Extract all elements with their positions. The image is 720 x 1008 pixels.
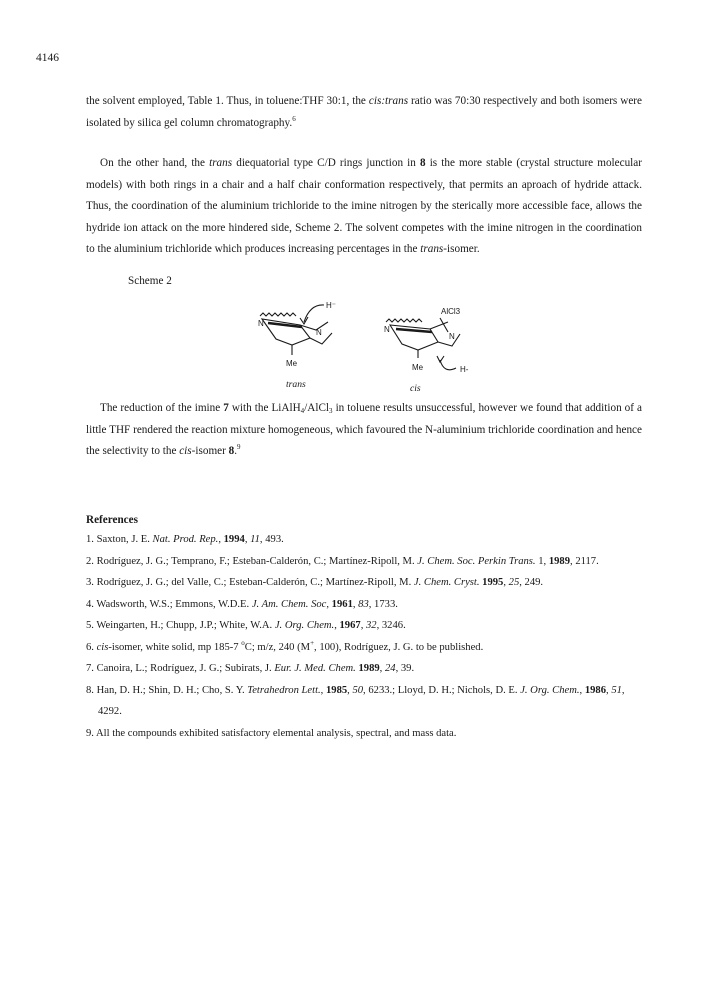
reference-item: 5. Weingarten, H.; Chupp, J.P.; White, W.A. J. Org. Chem., 1967, 32, 3246. [86,620,406,631]
scheme-title: Scheme 2 [128,275,172,287]
paragraph-1: the solvent employed, Table 1. Thus, in toluene:THF 30:1, the cis:trans ratio was 70:30 respectively and both isomers were isolated by silica gel column chromatography.$^6$ [86,95,642,129]
reference-item: 8. Han, D. H.; Shin, D. H.; Cho, S. Y. Tetrahedron Lett., 1985, 50, 6233.; Lloyd, D. H.; Nichols, D. E. J. Org. Chem., 1986, 51, 4292. [86,684,625,717]
caption-trans: trans [286,379,306,390]
cis-me-label: Me [412,363,424,372]
reference-item: 1. Saxton, J. E. Nat. Prod. Rep., 1994, 11, 493. [86,534,284,545]
reference-item: 4. Wadsworth, W.S.; Emmons, W.D.E. J. Am. Chem. Soc, 1961, 83, 1733. [86,598,398,610]
cis-n-label: N [384,325,390,334]
trans-me-label: Me [286,359,298,368]
reference-item: 6. cis-isomer, white solid, mp 185-7 $^o$C; m/z, 240 (M+, 100), Rodríguez, J. G. to be published. [86,638,484,653]
scheme-2-diagram [244,292,504,387]
reference-list [86,529,646,744]
reference-item: 3. Rodríguez, J. G.; del Valle, C.; Esteban-Calderón, C.; Martínez-Ripoll, M. J. Chem. Cryst. 1995, 25, 249. [86,577,544,588]
caption-cis: cis [410,383,421,394]
references-heading: References [86,514,138,526]
reference-item: 9. All the compounds exhibited satisfactory elemental analysis, spectral, and mass data. [86,727,457,739]
reference-item: 2. Rodríguez, J. G.; Temprano, F.; Esteban-Calderón, C.; Martínez-Ripoll, M. J. Chem. Soc. Perkin Trans. 1, 1989, 2117. [86,555,599,567]
page-number: 4146 [36,52,59,64]
cis-imine-n-label: N [449,332,455,341]
trans-imine-n-label: N [316,328,322,337]
paragraph-3: The reduction of the imine 7 with the LiAlH$_4$/AlCl$_3$ in toluene results unsuccessful, however we found that addition of a little THF rendered the reaction mixture homogeneous, which favoured the N-aluminium trichloride coordination and hence the selectivity to the cis-isomer 8.$^9$ [86,402,642,458]
trans-n-label: N [258,319,264,328]
reference-item: 7. Canoira, L.; Rodríguez, J. G.; Subirats, J. Eur. J. Med. Chem. 1989, 24, 39. [86,663,415,674]
alcl3-label: AlCl3 [441,307,461,316]
hydride-label-right: H- [460,365,469,374]
paragraph-2: On the other hand, the trans diequatorial type C/D rings junction in 8 is the more stable (crystal structure molecular models) with both rings in a chair and a half chair conformation respectively, that permits an aproach of hydride attack. Thus, the coordination of the aluminium trichloride to the imine nitrogen by the sterically more accessible face, allows the hydride ion attack on the more hindered side, Scheme 2. The solvent competes with the imine nitrogen in the coordination to the aluminium trichloride which produces increasing percentages in the trans-isomer. [86,157,642,256]
hydride-label-left: H⁻ [326,301,336,310]
